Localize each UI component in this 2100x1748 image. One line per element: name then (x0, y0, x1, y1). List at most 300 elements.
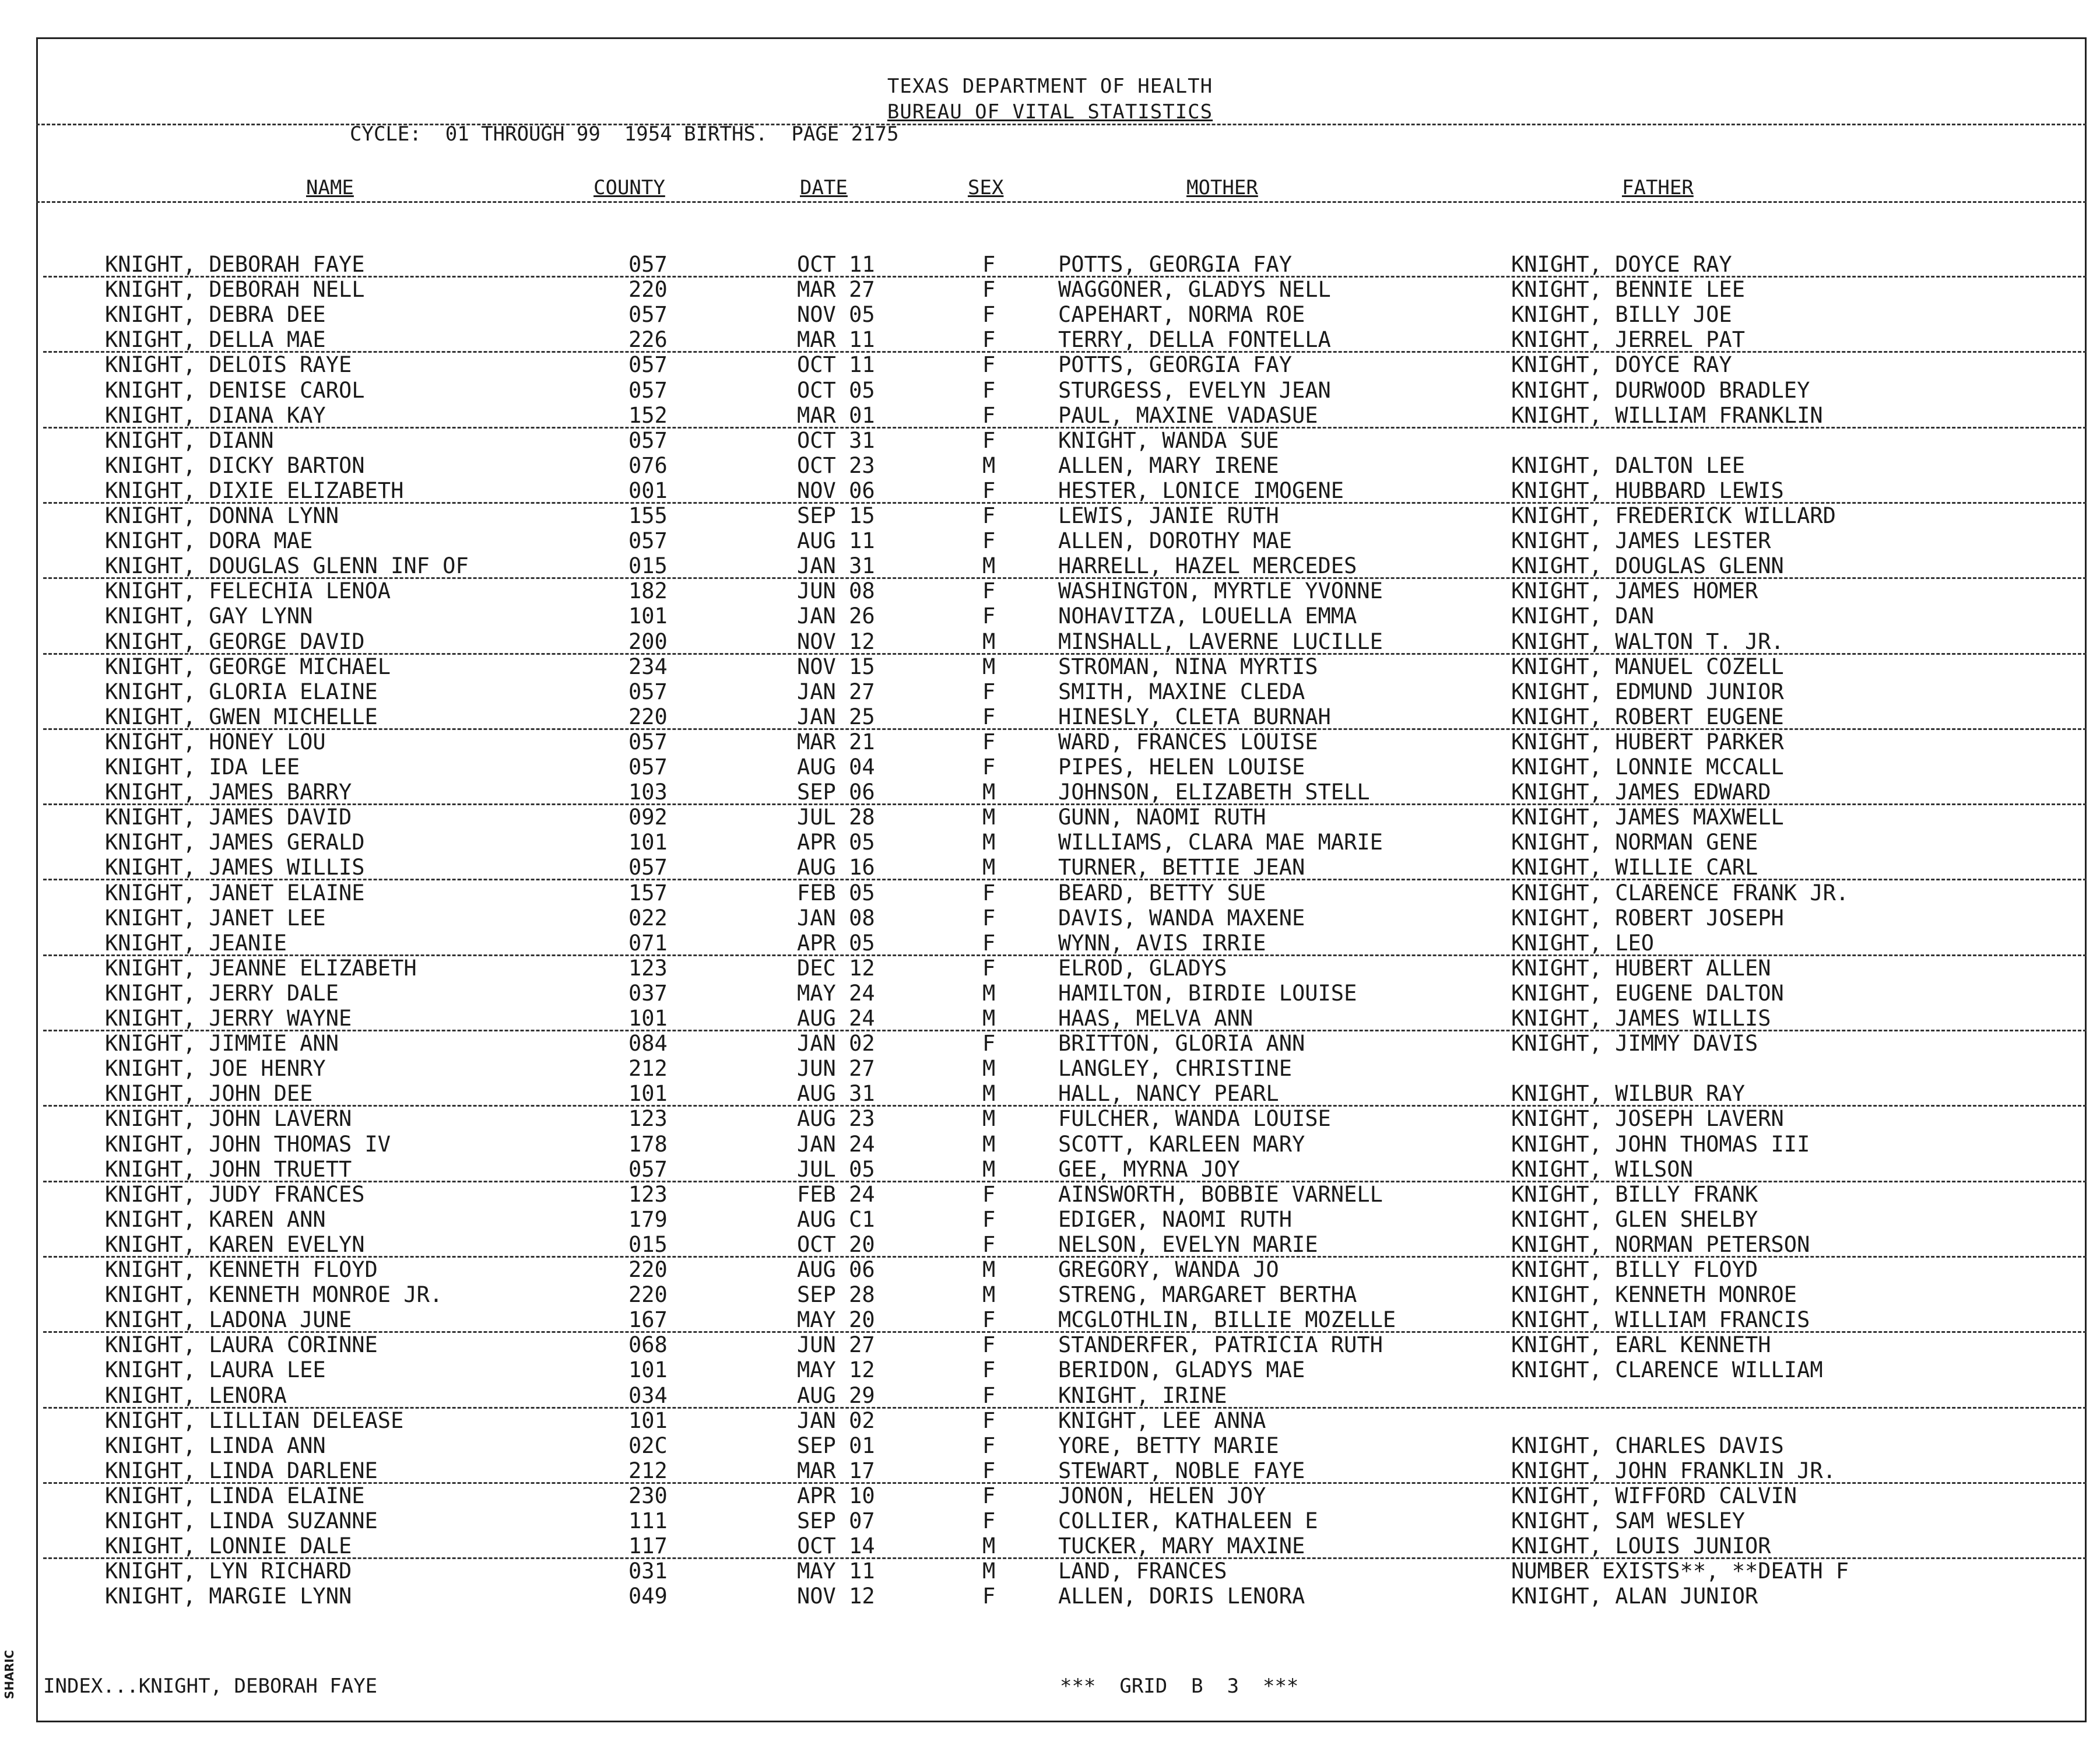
record-sex: M (982, 553, 996, 579)
record-date: AUG 29 (797, 1382, 875, 1408)
record-date: AUG 16 (797, 855, 875, 880)
record-mother: HINESLY, CLETA BURNAH (1058, 704, 1331, 729)
record-row (0, 905, 2100, 931)
record-name: KNIGHT, DONNA LYNN (105, 503, 339, 528)
record-date: NOV 12 (797, 629, 875, 654)
record-county: 057 (628, 377, 668, 403)
record-sex: M (982, 452, 996, 478)
record-name: KNIGHT, JIMMIE ANN (105, 1031, 339, 1056)
record-sex: M (982, 855, 996, 880)
record-county: 123 (628, 955, 668, 981)
record-name: KNIGHT, JOHN TRUETT (105, 1156, 352, 1182)
record-mother: WYNN, AVIS IRRIE (1058, 930, 1266, 956)
record-mother: STROMAN, NINA MYRTIS (1058, 654, 1318, 679)
record-county: 015 (628, 1231, 668, 1257)
record-father: KNIGHT, EUGENE DALTON (1511, 980, 1784, 1006)
record-sex: F (982, 1231, 996, 1257)
record-row (0, 754, 2100, 780)
bureau-title: BUREAU OF VITAL STATISTICS (887, 100, 1213, 124)
record-sex: M (982, 980, 996, 1006)
record-mother: SMITH, MAXINE CLEDA (1058, 679, 1305, 704)
record-date: JAN 26 (797, 603, 875, 629)
record-county: 101 (628, 603, 668, 629)
record-father: KNIGHT, DAN (1511, 603, 1655, 629)
record-date: AUG 11 (797, 528, 875, 554)
record-row (0, 729, 2100, 754)
record-date: APR 05 (797, 930, 875, 956)
record-row (0, 1157, 2100, 1182)
record-row (0, 478, 2100, 503)
record-name: KNIGHT, JANET ELAINE (105, 880, 365, 905)
record-date: JAN 08 (797, 905, 875, 931)
record-sex: M (982, 1106, 996, 1132)
record-father: KNIGHT, LONNIE MCCALL (1511, 754, 1784, 780)
record-date: SEP 06 (797, 780, 875, 805)
col-header-date: DATE (800, 176, 848, 199)
record-date: JAN 02 (797, 1031, 875, 1056)
record-date: NOV 15 (797, 654, 875, 679)
record-father: KNIGHT, EARL KENNETH (1511, 1332, 1771, 1358)
record-father: KNIGHT, JAMES MAXWELL (1511, 805, 1784, 830)
record-county: 200 (628, 629, 668, 654)
record-sex: F (982, 327, 996, 353)
record-row (0, 629, 2100, 654)
record-father: KNIGHT, JAMES LESTER (1511, 528, 1771, 554)
record-county: 220 (628, 1257, 668, 1282)
record-mother: TUCKER, MARY MAXINE (1058, 1533, 1305, 1559)
record-county: 101 (628, 1081, 668, 1107)
record-father: KNIGHT, WALTON T. JR. (1511, 629, 1784, 654)
record-mother: PAUL, MAXINE VADASUE (1058, 402, 1318, 428)
record-row (0, 1081, 2100, 1106)
record-date: MAY 24 (797, 980, 875, 1006)
record-father: KNIGHT, DOYCE RAY (1511, 352, 1732, 378)
record-name: KNIGHT, JERRY WAYNE (105, 1006, 352, 1031)
record-row (0, 1282, 2100, 1307)
record-father: KNIGHT, JAMES HOMER (1511, 578, 1758, 604)
side-stamp (2, 1644, 26, 1708)
record-sex: M (982, 654, 996, 679)
record-county: 101 (628, 1357, 668, 1383)
record-father: KNIGHT, CLARENCE FRANK JR. (1511, 880, 1849, 905)
record-row (0, 1056, 2100, 1081)
record-county: 117 (628, 1533, 668, 1559)
record-date: AUG 23 (797, 1106, 875, 1132)
record-date: FEB 24 (797, 1181, 875, 1207)
record-mother: STRENG, MARGARET BERTHA (1058, 1282, 1357, 1308)
record-father: KNIGHT, WILLIAM FRANKLIN (1511, 402, 1823, 428)
record-mother: STEWART, NOBLE FAYE (1058, 1458, 1305, 1483)
record-father: KNIGHT, BILLY JOE (1511, 302, 1732, 328)
record-father: KNIGHT, CHARLES DAVIS (1511, 1433, 1784, 1458)
record-name: KNIGHT, JERRY DALE (105, 980, 339, 1006)
record-row (0, 603, 2100, 629)
record-county: 015 (628, 553, 668, 579)
record-row (0, 403, 2100, 428)
record-sex: F (982, 478, 996, 503)
record-name: KNIGHT, LILLIAN DELEASE (105, 1407, 404, 1433)
record-date: MAR 17 (797, 1458, 875, 1483)
record-county: 152 (628, 402, 668, 428)
record-county: 057 (628, 729, 668, 754)
record-county: 031 (628, 1559, 668, 1584)
record-sex: F (982, 1407, 996, 1433)
record-father: KNIGHT, WILSON (1511, 1156, 1693, 1182)
record-row (0, 578, 2100, 603)
record-date: APR 10 (797, 1483, 875, 1508)
record-sex: F (982, 1181, 996, 1207)
record-father: KNIGHT, DOYCE RAY (1511, 252, 1732, 277)
record-date: MAR 21 (797, 729, 875, 754)
record-row (0, 956, 2100, 981)
record-name: KNIGHT, DENISE CAROL (105, 377, 365, 403)
record-father: KNIGHT, WILLIAM FRANCIS (1511, 1307, 1810, 1333)
record-mother: JONON, HELEN JOY (1058, 1483, 1266, 1508)
record-date: JUN 27 (797, 1056, 875, 1082)
record-father: KNIGHT, CLARENCE WILLIAM (1511, 1357, 1823, 1383)
record-county: 155 (628, 503, 668, 528)
record-row (0, 528, 2100, 553)
record-father: KNIGHT, NORMAN PETERSON (1511, 1231, 1810, 1257)
record-date: JUN 27 (797, 1332, 875, 1358)
record-date: OCT 11 (797, 252, 875, 277)
record-county: 057 (628, 302, 668, 328)
record-mother: GUNN, NAOMI RUTH (1058, 805, 1266, 830)
record-mother: HAMILTON, BIRDIE LOUISE (1058, 980, 1357, 1006)
record-name: KNIGHT, GLORIA ELAINE (105, 679, 378, 704)
record-county: 111 (628, 1508, 668, 1533)
record-county: 037 (628, 980, 668, 1006)
record-name: KNIGHT, DOUGLAS GLENN INF OF (105, 553, 469, 579)
record-name: KNIGHT, DICKY BARTON (105, 452, 365, 478)
record-date: APR 05 (797, 830, 875, 855)
record-county: 001 (628, 478, 668, 503)
record-county: 057 (628, 855, 668, 880)
record-sex: F (982, 302, 996, 328)
record-row (0, 1332, 2100, 1357)
record-sex: F (982, 528, 996, 554)
record-row (0, 1031, 2100, 1056)
grid-footer: *** GRID B 3 *** (1060, 1675, 1299, 1698)
col-header-mother: MOTHER (1186, 176, 1258, 199)
record-county: 220 (628, 277, 668, 303)
record-row (0, 1357, 2100, 1382)
record-sex: F (982, 402, 996, 428)
cycle-line: CYCLE: 01 THROUGH 99 1954 BIRTHS. PAGE 2175 (350, 122, 899, 146)
col-header-county: COUNTY (594, 176, 665, 199)
record-sex: F (982, 1357, 996, 1383)
record-row (0, 1408, 2100, 1433)
record-mother: STANDERFER, PATRICIA RUTH (1058, 1332, 1383, 1358)
record-sex: F (982, 1031, 996, 1056)
record-row (0, 302, 2100, 327)
record-sex: F (982, 503, 996, 528)
record-row (0, 327, 2100, 352)
record-date: MAY 11 (797, 1559, 875, 1584)
record-date: SEP 07 (797, 1508, 875, 1533)
record-father: KNIGHT, GLEN SHELBY (1511, 1206, 1758, 1232)
record-row (0, 1307, 2100, 1332)
record-sex: F (982, 729, 996, 754)
record-row (0, 1182, 2100, 1207)
record-county: 212 (628, 1458, 668, 1483)
record-row (0, 830, 2100, 855)
record-date: AUG 24 (797, 1006, 875, 1031)
record-date: NOV 06 (797, 478, 875, 503)
record-father: KNIGHT, SAM WESLEY (1511, 1508, 1745, 1533)
record-county: 057 (628, 754, 668, 780)
record-name: KNIGHT, KENNETH MONROE JR. (105, 1282, 443, 1308)
record-sex: F (982, 704, 996, 729)
record-row (0, 1257, 2100, 1282)
record-mother: GEE, MYRNA JOY (1058, 1156, 1240, 1182)
record-father: KNIGHT, JOHN THOMAS III (1511, 1131, 1810, 1157)
record-row (0, 1559, 2100, 1584)
record-row (0, 1132, 2100, 1157)
record-name: KNIGHT, GAY LYNN (105, 603, 313, 629)
record-mother: EDIGER, NAOMI RUTH (1058, 1206, 1292, 1232)
record-mother: HARRELL, HAZEL MERCEDES (1058, 553, 1357, 579)
record-sex: M (982, 780, 996, 805)
record-father: KNIGHT, JAMES EDWARD (1511, 780, 1771, 805)
record-mother: MINSHALL, LAVERNE LUCILLE (1058, 629, 1383, 654)
record-sex: M (982, 1006, 996, 1031)
record-mother: STURGESS, EVELYN JEAN (1058, 377, 1331, 403)
record-date: AUG C1 (797, 1206, 875, 1232)
record-father: KNIGHT, HUBERT PARKER (1511, 729, 1784, 754)
record-row (0, 654, 2100, 679)
record-mother: LEWIS, JANIE RUTH (1058, 503, 1279, 528)
record-father: KNIGHT, LEO (1511, 930, 1655, 956)
record-father: KNIGHT, ROBERT EUGENE (1511, 704, 1784, 729)
record-county: 178 (628, 1131, 668, 1157)
record-county: 234 (628, 654, 668, 679)
record-mother: CAPEHART, NORMA ROE (1058, 302, 1305, 328)
record-county: 057 (628, 1156, 668, 1182)
record-sex: M (982, 1282, 996, 1308)
record-father: KNIGHT, KENNETH MONROE (1511, 1282, 1797, 1308)
record-mother: POTTS, GEORGIA FAY (1058, 252, 1292, 277)
record-sex: M (982, 1257, 996, 1282)
record-date: JAN 31 (797, 553, 875, 579)
record-row (0, 1508, 2100, 1533)
record-name: KNIGHT, LINDA SUZANNE (105, 1508, 378, 1533)
record-row (0, 1006, 2100, 1031)
record-date: NOV 12 (797, 1584, 875, 1609)
record-name: KNIGHT, GWEN MICHELLE (105, 704, 378, 729)
record-county: 049 (628, 1584, 668, 1609)
record-date: AUG 31 (797, 1081, 875, 1107)
record-name: KNIGHT, JEANIE (105, 930, 287, 956)
record-date: JAN 27 (797, 679, 875, 704)
record-mother: HALL, NANCY PEARL (1058, 1081, 1279, 1107)
record-county: 068 (628, 1332, 668, 1358)
record-name: KNIGHT, JANET LEE (105, 905, 326, 931)
record-mother: KNIGHT, LEE ANNA (1058, 1407, 1266, 1433)
record-mother: BEARD, BETTY SUE (1058, 880, 1266, 905)
record-date: MAR 01 (797, 402, 875, 428)
record-father: KNIGHT, DOUGLAS GLENN (1511, 553, 1784, 579)
record-mother: WASHINGTON, MYRTLE YVONNE (1058, 578, 1383, 604)
col-header-name: NAME (306, 176, 354, 199)
record-mother: MCGLOTHLIN, BILLIE MOZELLE (1058, 1307, 1396, 1333)
record-father: KNIGHT, JIMMY DAVIS (1511, 1031, 1758, 1056)
record-sex: F (982, 1206, 996, 1232)
record-county: 076 (628, 452, 668, 478)
record-name: KNIGHT, KAREN EVELYN (105, 1231, 365, 1257)
record-row (0, 428, 2100, 453)
record-name: KNIGHT, DORA MAE (105, 528, 313, 554)
record-row (0, 1483, 2100, 1508)
record-county: 182 (628, 578, 668, 604)
record-name: KNIGHT, LINDA DARLENE (105, 1458, 378, 1483)
record-father: KNIGHT, DURWOOD BRADLEY (1511, 377, 1810, 403)
column-header-rule (36, 201, 2087, 203)
record-mother: ALLEN, DORIS LENORA (1058, 1584, 1305, 1609)
record-sex: F (982, 352, 996, 378)
record-row (0, 1584, 2100, 1609)
record-father: KNIGHT, WILBUR RAY (1511, 1081, 1745, 1107)
record-mother: NOHAVITZA, LOUELLA EMMA (1058, 603, 1357, 629)
record-row (0, 1207, 2100, 1232)
record-name: KNIGHT, DEBORAH NELL (105, 277, 365, 303)
record-father: KNIGHT, NORMAN GENE (1511, 830, 1758, 855)
record-name: KNIGHT, GEORGE DAVID (105, 629, 365, 654)
record-date: JAN 02 (797, 1407, 875, 1433)
record-mother: AINSWORTH, BOBBIE VARNELL (1058, 1181, 1383, 1207)
record-sex: F (982, 905, 996, 931)
record-county: 179 (628, 1206, 668, 1232)
record-name: KNIGHT, JOHN DEE (105, 1081, 313, 1107)
record-sex: F (982, 252, 996, 277)
record-county: 057 (628, 679, 668, 704)
record-row (0, 553, 2100, 578)
record-date: MAR 27 (797, 277, 875, 303)
record-mother: HESTER, LONICE IMOGENE (1058, 478, 1344, 503)
record-date: NOV 05 (797, 302, 875, 328)
record-mother: JOHNSON, ELIZABETH STELL (1058, 780, 1370, 805)
record-father: KNIGHT, ALAN JUNIOR (1511, 1584, 1758, 1609)
record-row (0, 931, 2100, 956)
record-row (0, 880, 2100, 905)
record-county: 157 (628, 880, 668, 905)
record-date: AUG 04 (797, 754, 875, 780)
record-name: KNIGHT, LONNIE DALE (105, 1533, 352, 1559)
record-father: KNIGHT, WIFFORD CALVIN (1511, 1483, 1797, 1508)
record-date: OCT 14 (797, 1533, 875, 1559)
record-sex: M (982, 805, 996, 830)
record-row (0, 277, 2100, 302)
record-mother: YORE, BETTY MARIE (1058, 1433, 1279, 1458)
record-sex: F (982, 1382, 996, 1408)
record-sex: F (982, 603, 996, 629)
record-county: 02C (628, 1433, 668, 1458)
record-row (0, 679, 2100, 704)
record-father: KNIGHT, EDMUND JUNIOR (1511, 679, 1784, 704)
record-sex: F (982, 1307, 996, 1333)
record-name: KNIGHT, JAMES BARRY (105, 780, 352, 805)
record-name: KNIGHT, DELOIS RAYE (105, 352, 352, 378)
record-county: 212 (628, 1056, 668, 1082)
record-sex: F (982, 679, 996, 704)
record-county: 071 (628, 930, 668, 956)
record-name: KNIGHT, KENNETH FLOYD (105, 1257, 378, 1282)
record-name: KNIGHT, DEBORAH FAYE (105, 252, 365, 277)
record-mother: GREGORY, WANDA JO (1058, 1257, 1279, 1282)
record-father: KNIGHT, BILLY FLOYD (1511, 1257, 1758, 1282)
record-date: JUL 28 (797, 805, 875, 830)
record-mother: TURNER, BETTIE JEAN (1058, 855, 1305, 880)
record-mother: ELROD, GLADYS (1058, 955, 1227, 981)
record-date: MAY 12 (797, 1357, 875, 1383)
record-name: KNIGHT, IDA LEE (105, 754, 300, 780)
record-date: SEP 28 (797, 1282, 875, 1308)
record-sex: F (982, 578, 996, 604)
record-county: 226 (628, 327, 668, 353)
record-sex: F (982, 1458, 996, 1483)
record-row (0, 981, 2100, 1006)
record-date: FEB 05 (797, 880, 875, 905)
record-name: KNIGHT, LADONA JUNE (105, 1307, 352, 1333)
record-name: KNIGHT, MARGIE LYNN (105, 1584, 352, 1609)
record-date: JUL 05 (797, 1156, 875, 1182)
record-father: KNIGHT, FREDERICK WILLARD (1511, 503, 1836, 528)
record-mother: FULCHER, WANDA LOUISE (1058, 1106, 1331, 1132)
record-date: OCT 20 (797, 1231, 875, 1257)
record-county: 101 (628, 1006, 668, 1031)
record-father: KNIGHT, BILLY FRANK (1511, 1181, 1758, 1207)
record-row (0, 503, 2100, 528)
record-father: KNIGHT, HUBBARD LEWIS (1511, 478, 1784, 503)
record-date: MAY 20 (797, 1307, 875, 1333)
record-name: KNIGHT, LENORA (105, 1382, 287, 1408)
record-sex: M (982, 1056, 996, 1082)
agency-title: TEXAS DEPARTMENT OF HEALTH (887, 75, 1213, 98)
record-county: 220 (628, 704, 668, 729)
record-sex: F (982, 1332, 996, 1358)
record-sex: F (982, 277, 996, 303)
record-name: KNIGHT, LINDA ELAINE (105, 1483, 365, 1508)
record-father: KNIGHT, LOUIS JUNIOR (1511, 1533, 1771, 1559)
record-mother: POTTS, GEORGIA FAY (1058, 352, 1292, 378)
record-county: 167 (628, 1307, 668, 1333)
record-mother: ALLEN, MARY IRENE (1058, 452, 1279, 478)
record-father: KNIGHT, MANUEL COZELL (1511, 654, 1784, 679)
record-name: KNIGHT, JAMES GERALD (105, 830, 365, 855)
record-sex: M (982, 1131, 996, 1157)
record-name: KNIGHT, DELLA MAE (105, 327, 326, 353)
record-date: AUG 06 (797, 1257, 875, 1282)
record-date: SEP 15 (797, 503, 875, 528)
record-sex: F (982, 930, 996, 956)
record-father: NUMBER EXISTS**, **DEATH F (1511, 1559, 1849, 1584)
record-row (0, 704, 2100, 729)
record-name: KNIGHT, JAMES WILLIS (105, 855, 365, 880)
record-county: 101 (628, 1407, 668, 1433)
record-county: 034 (628, 1382, 668, 1408)
record-name: KNIGHT, JOE HENRY (105, 1056, 326, 1082)
record-father: KNIGHT, JERREL PAT (1511, 327, 1745, 353)
record-county: 057 (628, 352, 668, 378)
record-father: KNIGHT, JAMES WILLIS (1511, 1006, 1771, 1031)
col-header-father: FATHER (1622, 176, 1694, 199)
record-mother: KNIGHT, WANDA SUE (1058, 427, 1279, 453)
record-mother: ALLEN, DOROTHY MAE (1058, 528, 1292, 554)
record-row (0, 805, 2100, 830)
record-county: 230 (628, 1483, 668, 1508)
record-county: 022 (628, 905, 668, 931)
record-father: KNIGHT, HUBERT ALLEN (1511, 955, 1771, 981)
